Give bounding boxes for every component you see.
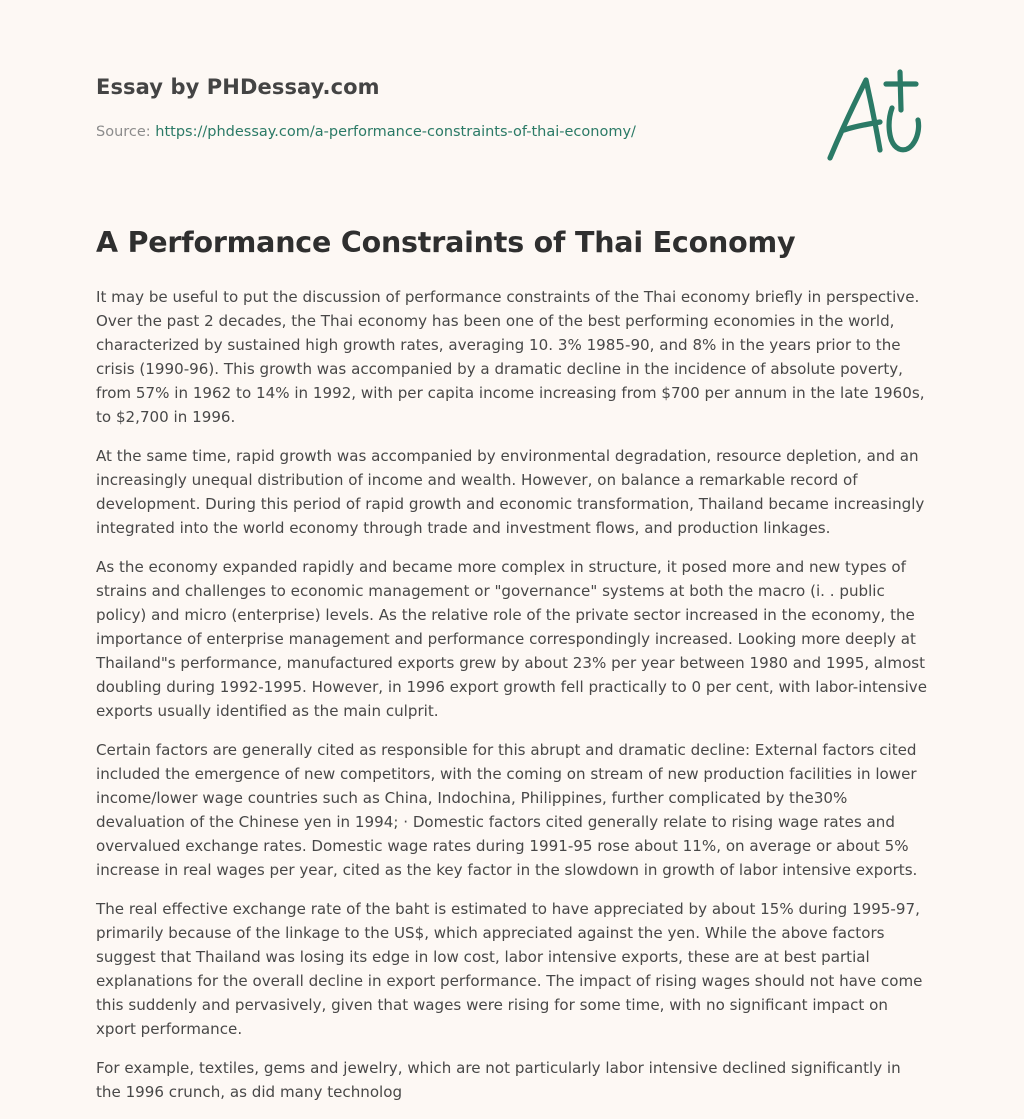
essay-page [96, 0, 928, 1100]
essay-title: A Performance Constraints of Thai Economy [96, 226, 796, 259]
source-label: Source: [96, 124, 156, 140]
paragraph-5: The real effective exchange rate of the baht is estimated to have appreciated by about 15% during 1995-97, primarily because of the linkage to the US$, which appreciated against the yen. While the above factors suggest that Thailand was losing its edge in low cost, labor intensive exports, these are at best partial explanations for the overall decline in export performance. The impact of rising wages should not have come this suddenly and pervasively, given that wages were rising for some time, with no significant impact on xport performance. [96, 900, 923, 1038]
paragraph-2: At the same time, rapid growth was accompanied by environmental degradation, resource depletion, and an increasingly unequal distribution of income and wealth. However, on balance a remarkable record of development. During this period of rapid growth and economic transformation, Thailand became increasingly integrated into the world economy through trade and investment flows, and production linkages. [96, 447, 925, 537]
page-header [96, 0, 928, 190]
source-line [96, 124, 636, 140]
paragraph-6: For example, textiles, gems and jewelry, which are not particularly labor intensive declined significantly in the 1996 crunch, as did many technolog [96, 1059, 901, 1101]
a-plus-logo-icon [822, 68, 926, 168]
paragraph-1: It may be useful to put the discussion of performance constraints of the Thai economy briefly in perspective. Over the past 2 decades, the Thai economy has been one of the best performing economies in the world, characterized by sustained high growth rates, averaging 10. 3% 1985-90, and 8% in the years prior to the crisis (1990-96). This growth was accompanied by a dramatic decline in the incidence of absolute poverty, from 57% in 1962 to 14% in 1992, with per capita income increasing from $700 per annum in the late 1960s, to $2,700 in 1996. [96, 288, 925, 426]
site-brand: Essay by PHDessay.com [96, 75, 380, 99]
source-link[interactable]: https://phdessay.com/a-performance-constraints-of-thai-economy/ [155, 124, 636, 140]
paragraph-3: As the economy expanded rapidly and became more complex in structure, it posed more and new types of strains and challenges to economic management or "governance" systems at both the macro (i. . public policy) and micro (enterprise) levels. As the relative role of the private sector increased in the economy, the importance of enterprise management and performance correspondingly increased. Looking more deeply at Thailand"s performance, manufactured exports grew by about 23% per year between 1980 and 1995, almost doubling during 1992-1995. However, in 1996 export growth fell practically to 0 per cent, with labor-intensive exports usually identified as the main culprit. [96, 558, 928, 720]
essay-body [96, 285, 928, 1119]
paragraph-4: Certain factors are generally cited as responsible for this abrupt and dramatic decline: External factors cited included the emergence of new competitors, with the coming on stream of new production facilities in lower income/lower wage countries such as China, Indochina, Philippines, further complicated by the30% devaluation of the Chinese yen in 1994; · Domestic factors cited generally relate to rising wage rates and overvalued exchange rates. Domestic wage rates during 1991-95 rose about 11%, on average or about 5% increase in real wages per year, cited as the key factor in the slowdown in growth of labor intensive exports. [96, 741, 918, 879]
